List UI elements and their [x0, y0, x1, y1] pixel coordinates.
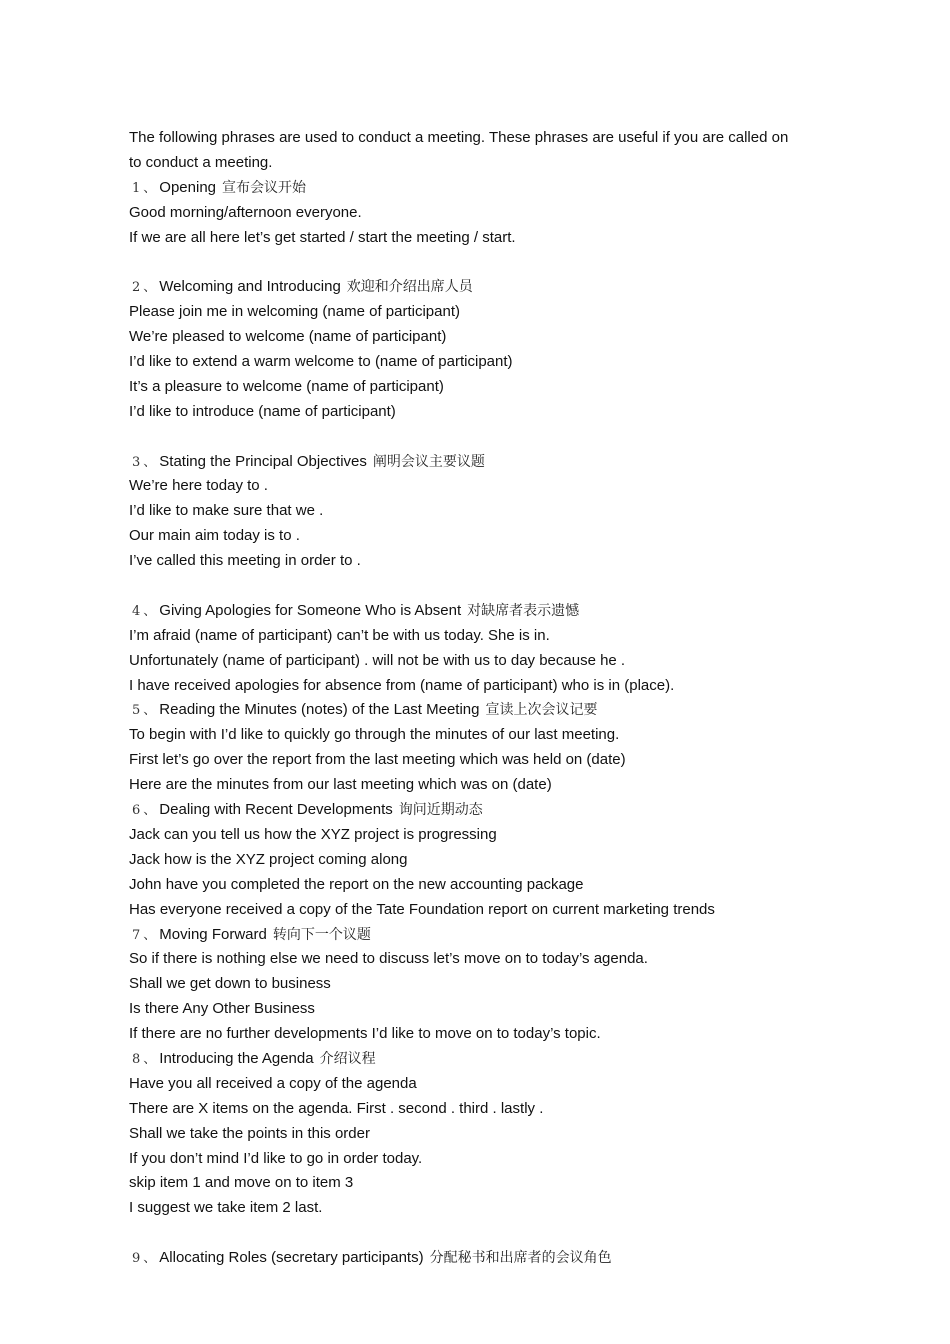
- section-title-chinese: 阐明会议主要议题: [372, 453, 485, 470]
- phrase-line: I’d like to extend a warm welcome to (name of participant): [129, 353, 513, 371]
- section-title-chinese: 对缺席者表示遗憾: [467, 602, 580, 619]
- phrase-line: Has everyone received a copy of the Tate Foundation report on current marketing trends: [129, 900, 715, 918]
- blank-line: [129, 574, 889, 599]
- section-heading: [129, 698, 889, 723]
- phrase-line: Jack how is the XYZ project coming along: [129, 850, 408, 868]
- phrase-line: Please join me in welcoming (name of participant): [129, 303, 460, 321]
- phrase-line: I’ve called this meeting in order to .: [129, 552, 361, 570]
- phrase-line: I’d like to introduce (name of participant): [129, 402, 396, 420]
- section-heading: [129, 798, 889, 823]
- intro-line: to conduct a meeting.: [129, 153, 273, 171]
- phrase-line: Jack can you tell us how the XYZ project is progressing: [129, 825, 497, 843]
- section-title-chinese: 分配秘书和出席者的会议角色: [429, 1250, 612, 1267]
- section-title-chinese: 宣读上次会议记要: [485, 702, 598, 719]
- section-number: 1: [132, 180, 141, 196]
- section-separator: 、: [143, 454, 157, 470]
- phrase-line: If you don’t mind I’d like to go in order today.: [129, 1149, 423, 1167]
- section-number: 4: [132, 603, 141, 619]
- phrase-line: Good morning/afternoon everyone.: [129, 203, 362, 221]
- section-separator: 、: [143, 180, 157, 196]
- phrase-line: John have you completed the report on the new accounting package: [129, 875, 584, 893]
- section-title: Opening: [159, 178, 217, 196]
- section-separator: 、: [143, 703, 157, 719]
- section-number: 9: [132, 1251, 141, 1267]
- section-title-chinese: 欢迎和介绍出席人员: [346, 279, 473, 296]
- phrase-line: To begin with I’d like to quickly go through the minutes of our last meeting.: [129, 726, 620, 744]
- section-number: 5: [132, 703, 141, 719]
- section-heading: [129, 275, 889, 300]
- phrase-line: So if there is nothing else we need to discuss let’s move on to today’s agenda.: [129, 950, 648, 968]
- phrase-line: If we are all here let’s get started / start the meeting / start.: [129, 228, 516, 246]
- phrase-line: It’s a pleasure to welcome (name of participant): [129, 377, 444, 395]
- phrase-line: skip item 1 and move on to item 3: [129, 1174, 354, 1192]
- section-title: Moving Forward: [159, 925, 267, 943]
- section-title: Welcoming and Introducing: [159, 278, 341, 296]
- phrase-line: I’m afraid (name of participant) can’t be with us today. She is in.: [129, 626, 550, 644]
- phrase-line: Our main aim today is to .: [129, 527, 300, 545]
- section-separator: 、: [143, 603, 157, 619]
- section-title: Allocating Roles (secretary participants): [159, 1249, 424, 1267]
- section-number: 8: [132, 1051, 141, 1067]
- section-number: 2: [132, 280, 141, 296]
- section-separator: 、: [143, 927, 157, 943]
- section-number: 6: [132, 803, 141, 819]
- phrase-line: I’d like to make sure that we .: [129, 502, 324, 520]
- phrase-line: There are X items on the agenda. First . second . third . lastly .: [129, 1099, 544, 1117]
- section-heading: [129, 923, 889, 948]
- phrase-line: Here are the minutes from our last meeting which was on (date): [129, 776, 552, 794]
- section-title: Introducing the Agenda: [159, 1049, 314, 1067]
- section-number: 7: [132, 927, 141, 943]
- document-body: [129, 126, 889, 1271]
- phrase-line: I suggest we take item 2 last.: [129, 1199, 323, 1217]
- section-separator: 、: [143, 280, 157, 296]
- sections-container: [129, 176, 889, 1271]
- phrase-line: If there are no further developments I’d like to move on to today’s topic.: [129, 1025, 601, 1043]
- phrase-line: Is there Any Other Business: [129, 1000, 315, 1018]
- section-title-chinese: 宣布会议开始: [222, 179, 307, 196]
- section-title: Reading the Minutes (notes) of the Last Meeting: [159, 701, 480, 719]
- blank-line: [129, 1221, 889, 1246]
- phrase-line: Shall we get down to business: [129, 975, 331, 993]
- section-title-chinese: 介绍议程: [319, 1050, 376, 1067]
- intro-line: The following phrases are used to conduct a meeting. These phrases are useful if you are called on: [129, 129, 789, 146]
- phrase-line: First let’s go over the report from the last meeting which was held on (date): [129, 751, 626, 769]
- section-title: Stating the Principal Objectives: [159, 452, 367, 470]
- section-title-chinese: 询问近期动态: [398, 802, 483, 819]
- blank-line: [129, 425, 889, 450]
- section-separator: 、: [143, 803, 157, 819]
- blank-line: [129, 250, 889, 275]
- phrase-line: We’re pleased to welcome (name of participant): [129, 328, 447, 346]
- phrase-line: Unfortunately (name of participant) . will not be with us to day because he .: [129, 651, 626, 669]
- section-separator: 、: [143, 1051, 157, 1067]
- section-heading: [129, 1246, 889, 1271]
- section-separator: 、: [143, 1251, 157, 1267]
- section-heading: [129, 450, 889, 475]
- section-title: Dealing with Recent Developments: [159, 801, 393, 819]
- phrase-line: I have received apologies for absence from (name of participant) who is in (place).: [129, 676, 675, 694]
- section-heading: [129, 1047, 889, 1072]
- phrase-line: Shall we take the points in this order: [129, 1124, 370, 1142]
- section-number: 3: [132, 454, 141, 470]
- phrase-line: Have you all received a copy of the agenda: [129, 1074, 417, 1092]
- section-heading: [129, 599, 889, 624]
- section-heading: [129, 176, 889, 201]
- phrase-line: We’re here today to .: [129, 477, 268, 495]
- section-title: Giving Apologies for Someone Who is Absent: [159, 601, 462, 619]
- section-title-chinese: 转向下一个议题: [272, 926, 371, 943]
